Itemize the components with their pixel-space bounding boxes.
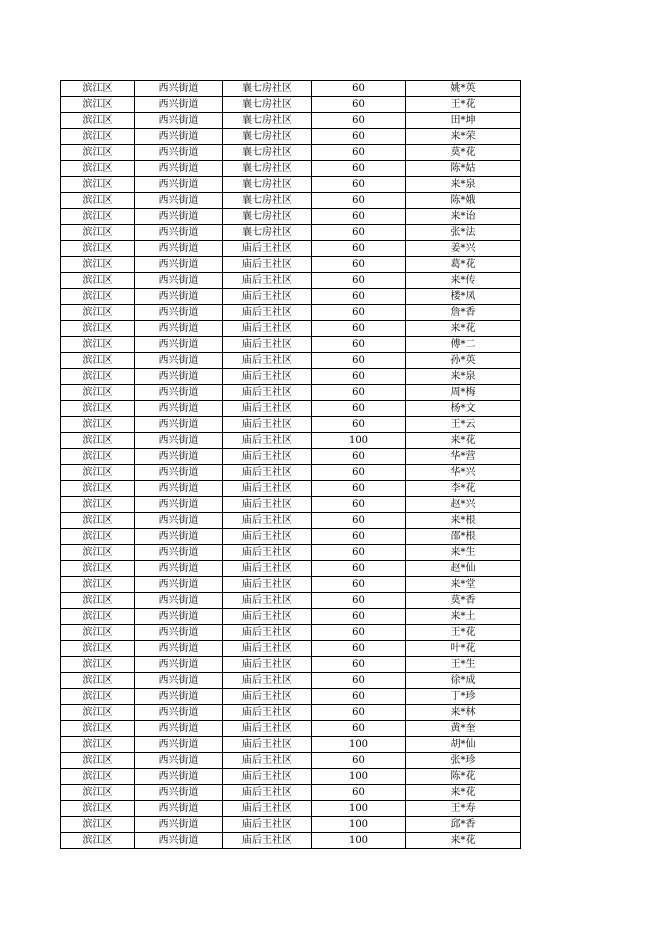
- table-row: [61, 593, 521, 609]
- district-cell: 滨江区: [61, 481, 135, 497]
- street-cell: 西兴街道: [135, 673, 223, 689]
- community-cell: 庙后王社区: [223, 513, 312, 529]
- amount-cell: 60: [312, 289, 406, 305]
- district-cell: 滨江区: [61, 801, 135, 817]
- district-cell: 滨江区: [61, 497, 135, 513]
- name-cell: 姜*兴: [406, 241, 521, 257]
- name-cell: 来*花: [406, 321, 521, 337]
- amount-cell: 60: [312, 577, 406, 593]
- table-row: [61, 753, 521, 769]
- name-cell: 楼*凤: [406, 289, 521, 305]
- community-cell: 庙后王社区: [223, 369, 312, 385]
- name-cell: 来*诒: [406, 209, 521, 225]
- amount-cell: 60: [312, 129, 406, 145]
- name-cell: 王*云: [406, 417, 521, 433]
- name-cell: 陈*花: [406, 769, 521, 785]
- community-cell: 庙后王社区: [223, 481, 312, 497]
- community-cell: 庙后王社区: [223, 737, 312, 753]
- name-cell: 王*生: [406, 657, 521, 673]
- amount-cell: 60: [312, 721, 406, 737]
- district-cell: 滨江区: [61, 657, 135, 673]
- community-cell: 襄七房社区: [223, 145, 312, 161]
- name-cell: 詹*香: [406, 305, 521, 321]
- table-row: [61, 273, 521, 289]
- amount-cell: 60: [312, 401, 406, 417]
- name-cell: 来*花: [406, 433, 521, 449]
- name-cell: 莫*香: [406, 593, 521, 609]
- street-cell: 西兴街道: [135, 625, 223, 641]
- district-cell: 滨江区: [61, 721, 135, 737]
- community-cell: 庙后王社区: [223, 625, 312, 641]
- table-row: [61, 721, 521, 737]
- amount-cell: 60: [312, 641, 406, 657]
- street-cell: 西兴街道: [135, 289, 223, 305]
- community-cell: 庙后王社区: [223, 321, 312, 337]
- name-cell: 陈*姑: [406, 161, 521, 177]
- table-row: [61, 177, 521, 193]
- district-cell: 滨江区: [61, 465, 135, 481]
- community-cell: 庙后王社区: [223, 577, 312, 593]
- community-cell: 庙后王社区: [223, 721, 312, 737]
- amount-cell: 100: [312, 817, 406, 833]
- table-row: [61, 241, 521, 257]
- table-row: [61, 609, 521, 625]
- name-cell: 赵*兴: [406, 497, 521, 513]
- name-cell: 张*珍: [406, 753, 521, 769]
- table-row: [61, 561, 521, 577]
- name-cell: 孙*英: [406, 353, 521, 369]
- table-row: [61, 577, 521, 593]
- name-cell: 胡*仙: [406, 737, 521, 753]
- name-cell: 张*法: [406, 225, 521, 241]
- street-cell: 西兴街道: [135, 801, 223, 817]
- street-cell: 西兴街道: [135, 193, 223, 209]
- district-cell: 滨江区: [61, 513, 135, 529]
- street-cell: 西兴街道: [135, 481, 223, 497]
- name-cell: 王*寿: [406, 801, 521, 817]
- name-cell: 徐*成: [406, 673, 521, 689]
- amount-cell: 60: [312, 81, 406, 97]
- community-cell: 庙后王社区: [223, 529, 312, 545]
- table-row: [61, 353, 521, 369]
- community-cell: 庙后王社区: [223, 753, 312, 769]
- district-cell: 滨江区: [61, 449, 135, 465]
- table-row: [61, 209, 521, 225]
- street-cell: 西兴街道: [135, 337, 223, 353]
- table-row: [61, 161, 521, 177]
- community-cell: 庙后王社区: [223, 593, 312, 609]
- community-cell: 庙后王社区: [223, 817, 312, 833]
- community-cell: 襄七房社区: [223, 225, 312, 241]
- name-cell: 赵*仙: [406, 561, 521, 577]
- table-row: [61, 225, 521, 241]
- table-row: [61, 497, 521, 513]
- table-row: [61, 289, 521, 305]
- street-cell: 西兴街道: [135, 705, 223, 721]
- name-cell: 来*泉: [406, 369, 521, 385]
- street-cell: 西兴街道: [135, 513, 223, 529]
- community-cell: 襄七房社区: [223, 113, 312, 129]
- street-cell: 西兴街道: [135, 369, 223, 385]
- table-row: [61, 321, 521, 337]
- name-cell: 田*坤: [406, 113, 521, 129]
- community-cell: 庙后王社区: [223, 561, 312, 577]
- amount-cell: 100: [312, 737, 406, 753]
- street-cell: 西兴街道: [135, 817, 223, 833]
- street-cell: 西兴街道: [135, 129, 223, 145]
- district-cell: 滨江区: [61, 433, 135, 449]
- table-body: [61, 81, 521, 849]
- amount-cell: 60: [312, 417, 406, 433]
- name-cell: 来*花: [406, 785, 521, 801]
- name-cell: 王*花: [406, 97, 521, 113]
- community-cell: 庙后王社区: [223, 609, 312, 625]
- table-row: [61, 481, 521, 497]
- amount-cell: 60: [312, 161, 406, 177]
- district-cell: 滨江区: [61, 241, 135, 257]
- community-cell: 庙后王社区: [223, 833, 312, 849]
- street-cell: 西兴街道: [135, 641, 223, 657]
- table-row: [61, 769, 521, 785]
- community-cell: 庙后王社区: [223, 337, 312, 353]
- community-cell: 庙后王社区: [223, 673, 312, 689]
- community-cell: 庙后王社区: [223, 689, 312, 705]
- amount-cell: 60: [312, 561, 406, 577]
- district-cell: 滨江区: [61, 401, 135, 417]
- community-cell: 庙后王社区: [223, 353, 312, 369]
- amount-cell: 60: [312, 369, 406, 385]
- name-cell: 丁*珍: [406, 689, 521, 705]
- street-cell: 西兴街道: [135, 465, 223, 481]
- name-cell: 王*花: [406, 625, 521, 641]
- name-cell: 来*堂: [406, 577, 521, 593]
- community-cell: 襄七房社区: [223, 177, 312, 193]
- street-cell: 西兴街道: [135, 385, 223, 401]
- table-row: [61, 193, 521, 209]
- community-cell: 襄七房社区: [223, 97, 312, 113]
- amount-cell: 60: [312, 321, 406, 337]
- community-cell: 襄七房社区: [223, 81, 312, 97]
- amount-cell: 60: [312, 465, 406, 481]
- amount-cell: 100: [312, 769, 406, 785]
- amount-cell: 60: [312, 353, 406, 369]
- table-row: [61, 785, 521, 801]
- street-cell: 西兴街道: [135, 257, 223, 273]
- table-row: [61, 97, 521, 113]
- street-cell: 西兴街道: [135, 209, 223, 225]
- table-row: [61, 737, 521, 753]
- amount-cell: 60: [312, 481, 406, 497]
- amount-cell: 60: [312, 657, 406, 673]
- amount-cell: 60: [312, 257, 406, 273]
- name-cell: 杨*文: [406, 401, 521, 417]
- community-cell: 庙后王社区: [223, 705, 312, 721]
- amount-cell: 60: [312, 753, 406, 769]
- name-cell: 黄*奎: [406, 721, 521, 737]
- street-cell: 西兴街道: [135, 609, 223, 625]
- district-cell: 滨江区: [61, 369, 135, 385]
- street-cell: 西兴街道: [135, 145, 223, 161]
- amount-cell: 60: [312, 705, 406, 721]
- street-cell: 西兴街道: [135, 81, 223, 97]
- amount-cell: 60: [312, 209, 406, 225]
- street-cell: 西兴街道: [135, 577, 223, 593]
- street-cell: 西兴街道: [135, 737, 223, 753]
- name-cell: 来*花: [406, 833, 521, 849]
- amount-cell: 60: [312, 689, 406, 705]
- district-cell: 滨江区: [61, 577, 135, 593]
- table-row: [61, 705, 521, 721]
- street-cell: 西兴街道: [135, 177, 223, 193]
- amount-cell: 60: [312, 497, 406, 513]
- table-row: [61, 529, 521, 545]
- table-row: [61, 369, 521, 385]
- table-row: [61, 641, 521, 657]
- street-cell: 西兴街道: [135, 449, 223, 465]
- amount-cell: 60: [312, 193, 406, 209]
- community-cell: 庙后王社区: [223, 497, 312, 513]
- street-cell: 西兴街道: [135, 753, 223, 769]
- table-row: [61, 449, 521, 465]
- community-cell: 庙后王社区: [223, 273, 312, 289]
- name-cell: 陈*娥: [406, 193, 521, 209]
- table-row: [61, 433, 521, 449]
- table-row: [61, 113, 521, 129]
- community-cell: 庙后王社区: [223, 785, 312, 801]
- amount-cell: 60: [312, 785, 406, 801]
- street-cell: 西兴街道: [135, 833, 223, 849]
- street-cell: 西兴街道: [135, 417, 223, 433]
- amount-cell: 60: [312, 305, 406, 321]
- name-cell: 来*生: [406, 545, 521, 561]
- district-cell: 滨江区: [61, 641, 135, 657]
- name-cell: 来*荣: [406, 129, 521, 145]
- amount-cell: 60: [312, 625, 406, 641]
- table-row: [61, 673, 521, 689]
- community-cell: 庙后王社区: [223, 417, 312, 433]
- community-cell: 庙后王社区: [223, 257, 312, 273]
- street-cell: 西兴街道: [135, 593, 223, 609]
- district-cell: 滨江区: [61, 593, 135, 609]
- district-cell: 滨江区: [61, 737, 135, 753]
- street-cell: 西兴街道: [135, 273, 223, 289]
- district-cell: 滨江区: [61, 321, 135, 337]
- community-cell: 庙后王社区: [223, 289, 312, 305]
- table-row: [61, 385, 521, 401]
- district-cell: 滨江区: [61, 353, 135, 369]
- district-cell: 滨江区: [61, 545, 135, 561]
- amount-cell: 60: [312, 337, 406, 353]
- street-cell: 西兴街道: [135, 113, 223, 129]
- community-cell: 庙后王社区: [223, 241, 312, 257]
- street-cell: 西兴街道: [135, 241, 223, 257]
- district-cell: 滨江区: [61, 273, 135, 289]
- community-cell: 襄七房社区: [223, 129, 312, 145]
- amount-cell: 100: [312, 801, 406, 817]
- amount-cell: 60: [312, 609, 406, 625]
- street-cell: 西兴街道: [135, 353, 223, 369]
- amount-cell: 60: [312, 113, 406, 129]
- table-row: [61, 689, 521, 705]
- street-cell: 西兴街道: [135, 689, 223, 705]
- district-cell: 滨江区: [61, 337, 135, 353]
- community-cell: 襄七房社区: [223, 209, 312, 225]
- district-cell: 滨江区: [61, 529, 135, 545]
- street-cell: 西兴街道: [135, 321, 223, 337]
- table-row: [61, 257, 521, 273]
- data-table: [60, 80, 521, 849]
- community-cell: 庙后王社区: [223, 433, 312, 449]
- table-row: [61, 145, 521, 161]
- table-row: [61, 657, 521, 673]
- community-cell: 庙后王社区: [223, 385, 312, 401]
- street-cell: 西兴街道: [135, 401, 223, 417]
- community-cell: 庙后王社区: [223, 801, 312, 817]
- district-cell: 滨江区: [61, 209, 135, 225]
- street-cell: 西兴街道: [135, 97, 223, 113]
- street-cell: 西兴街道: [135, 497, 223, 513]
- community-cell: 襄七房社区: [223, 161, 312, 177]
- table-row: [61, 545, 521, 561]
- table-row: [61, 81, 521, 97]
- district-cell: 滨江区: [61, 689, 135, 705]
- name-cell: 来*传: [406, 273, 521, 289]
- district-cell: 滨江区: [61, 193, 135, 209]
- table-row: [61, 337, 521, 353]
- name-cell: 华*兴: [406, 465, 521, 481]
- table-row: [61, 305, 521, 321]
- amount-cell: 60: [312, 529, 406, 545]
- community-cell: 庙后王社区: [223, 305, 312, 321]
- amount-cell: 60: [312, 545, 406, 561]
- community-cell: 庙后王社区: [223, 641, 312, 657]
- district-cell: 滨江区: [61, 561, 135, 577]
- district-cell: 滨江区: [61, 673, 135, 689]
- name-cell: 傅*二: [406, 337, 521, 353]
- name-cell: 叶*花: [406, 641, 521, 657]
- street-cell: 西兴街道: [135, 561, 223, 577]
- amount-cell: 60: [312, 177, 406, 193]
- district-cell: 滨江区: [61, 113, 135, 129]
- community-cell: 庙后王社区: [223, 449, 312, 465]
- amount-cell: 60: [312, 449, 406, 465]
- district-cell: 滨江区: [61, 625, 135, 641]
- community-cell: 庙后王社区: [223, 465, 312, 481]
- district-cell: 滨江区: [61, 161, 135, 177]
- amount-cell: 60: [312, 673, 406, 689]
- name-cell: 邵*根: [406, 529, 521, 545]
- table-row: [61, 801, 521, 817]
- district-cell: 滨江区: [61, 177, 135, 193]
- district-cell: 滨江区: [61, 753, 135, 769]
- district-cell: 滨江区: [61, 417, 135, 433]
- amount-cell: 100: [312, 433, 406, 449]
- district-cell: 滨江区: [61, 817, 135, 833]
- street-cell: 西兴街道: [135, 721, 223, 737]
- district-cell: 滨江区: [61, 257, 135, 273]
- district-cell: 滨江区: [61, 97, 135, 113]
- community-cell: 庙后王社区: [223, 401, 312, 417]
- amount-cell: 60: [312, 241, 406, 257]
- amount-cell: 60: [312, 225, 406, 241]
- street-cell: 西兴街道: [135, 657, 223, 673]
- name-cell: 葛*花: [406, 257, 521, 273]
- table-row: [61, 417, 521, 433]
- amount-cell: 60: [312, 273, 406, 289]
- street-cell: 西兴街道: [135, 225, 223, 241]
- amount-cell: 60: [312, 385, 406, 401]
- name-cell: 来*泉: [406, 177, 521, 193]
- table-row: [61, 465, 521, 481]
- district-cell: 滨江区: [61, 609, 135, 625]
- district-cell: 滨江区: [61, 385, 135, 401]
- community-cell: 庙后王社区: [223, 769, 312, 785]
- street-cell: 西兴街道: [135, 785, 223, 801]
- street-cell: 西兴街道: [135, 545, 223, 561]
- street-cell: 西兴街道: [135, 161, 223, 177]
- district-cell: 滨江区: [61, 129, 135, 145]
- amount-cell: 60: [312, 593, 406, 609]
- name-cell: 来*根: [406, 513, 521, 529]
- amount-cell: 60: [312, 513, 406, 529]
- street-cell: 西兴街道: [135, 529, 223, 545]
- table-row: [61, 513, 521, 529]
- table-row: [61, 129, 521, 145]
- community-cell: 庙后王社区: [223, 545, 312, 561]
- street-cell: 西兴街道: [135, 305, 223, 321]
- table-row: [61, 401, 521, 417]
- name-cell: 姚*英: [406, 81, 521, 97]
- amount-cell: 60: [312, 145, 406, 161]
- district-cell: 滨江区: [61, 305, 135, 321]
- community-cell: 襄七房社区: [223, 193, 312, 209]
- name-cell: 周*梅: [406, 385, 521, 401]
- district-cell: 滨江区: [61, 145, 135, 161]
- table-row: [61, 625, 521, 641]
- name-cell: 李*花: [406, 481, 521, 497]
- table-row: [61, 817, 521, 833]
- district-cell: 滨江区: [61, 705, 135, 721]
- table-row: [61, 833, 521, 849]
- name-cell: 来*土: [406, 609, 521, 625]
- street-cell: 西兴街道: [135, 433, 223, 449]
- district-cell: 滨江区: [61, 833, 135, 849]
- district-cell: 滨江区: [61, 289, 135, 305]
- amount-cell: 100: [312, 833, 406, 849]
- name-cell: 邱*香: [406, 817, 521, 833]
- district-cell: 滨江区: [61, 225, 135, 241]
- name-cell: 莫*花: [406, 145, 521, 161]
- district-cell: 滨江区: [61, 769, 135, 785]
- street-cell: 西兴街道: [135, 769, 223, 785]
- name-cell: 华*营: [406, 449, 521, 465]
- amount-cell: 60: [312, 97, 406, 113]
- district-cell: 滨江区: [61, 81, 135, 97]
- community-cell: 庙后王社区: [223, 657, 312, 673]
- district-cell: 滨江区: [61, 785, 135, 801]
- name-cell: 来*林: [406, 705, 521, 721]
